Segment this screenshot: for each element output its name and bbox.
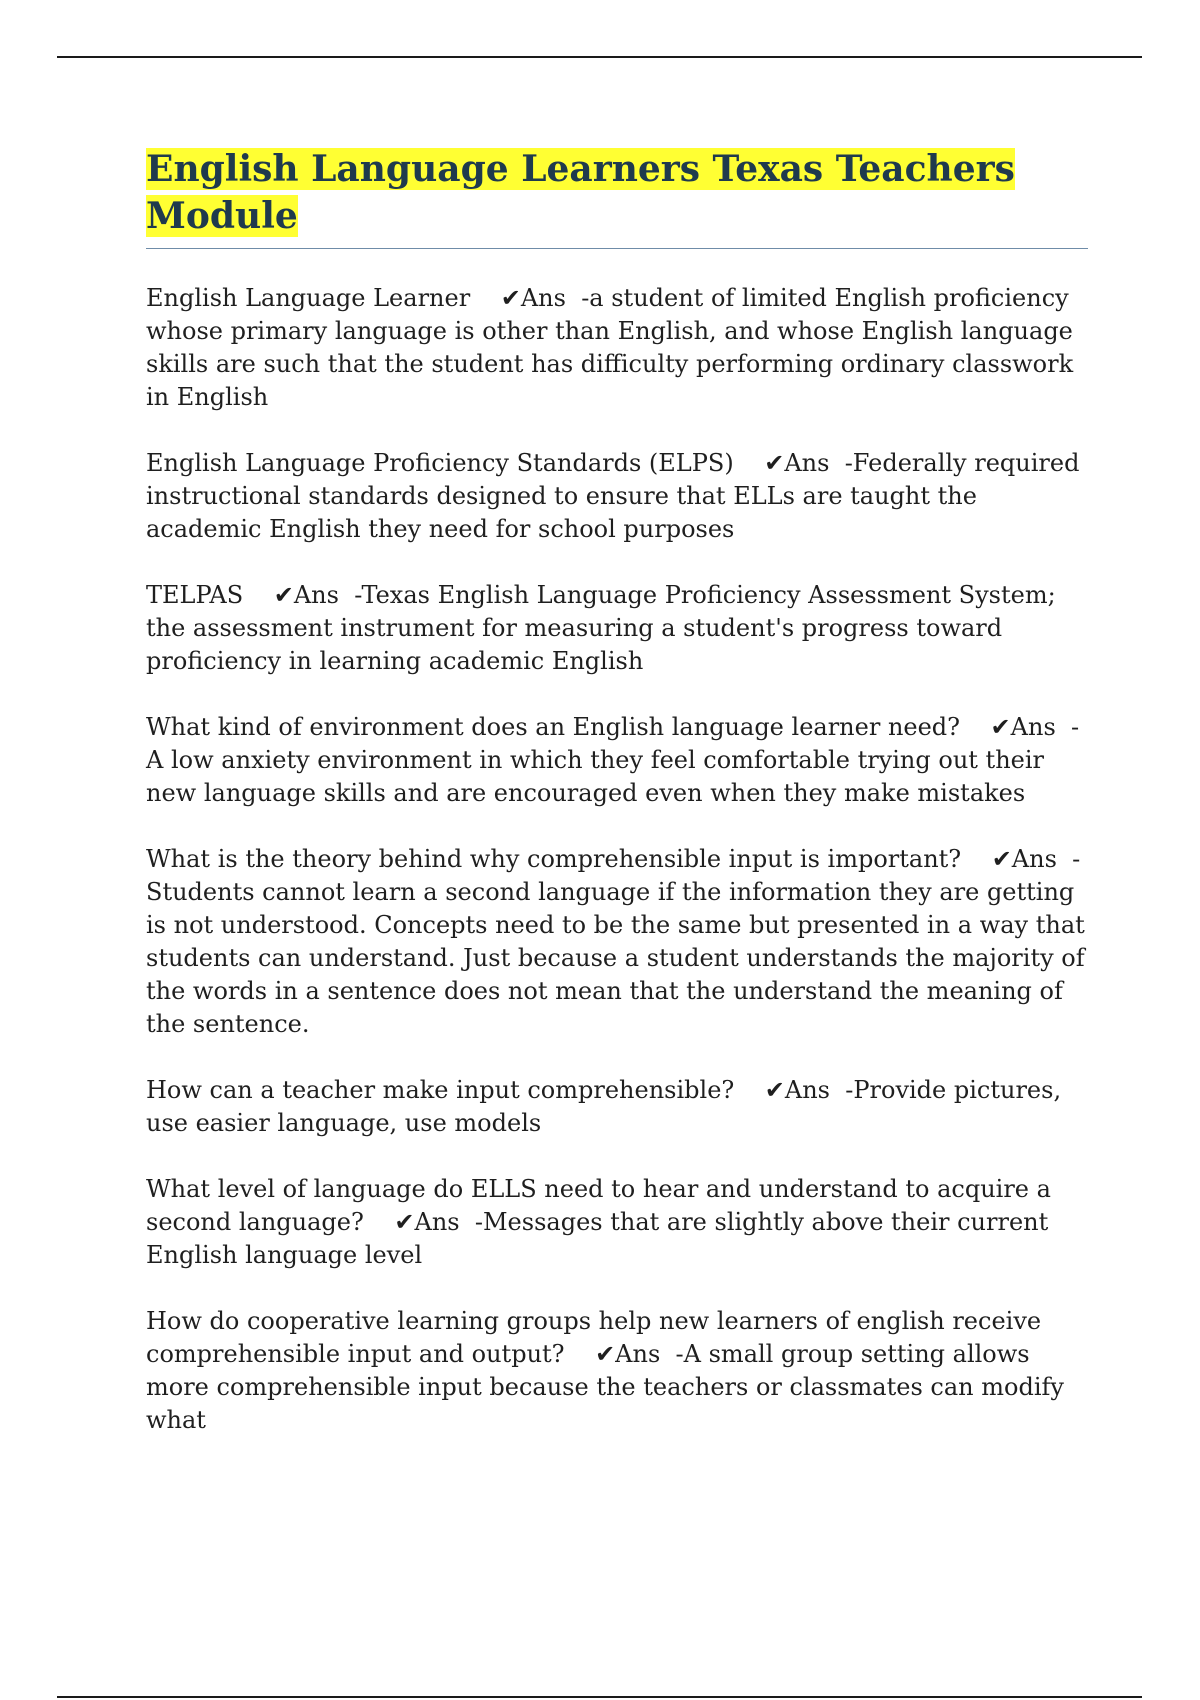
qa-question: English Language Learner [146, 284, 471, 312]
qa-entry [146, 1074, 1088, 1140]
qa-question: How can a teacher make input comprehensible? [146, 1076, 735, 1104]
qa-entry [146, 1173, 1088, 1272]
qa-answer: -A low anxiety environment in which they feel comfortable trying out their new language skills and are encouraged even when they make mistakes [146, 713, 1080, 807]
qa-entry [146, 579, 1088, 678]
answer-marker: ✔Ans [595, 1340, 661, 1368]
page-top-rule [57, 56, 1142, 58]
answer-marker: ✔Ans [764, 449, 830, 477]
qa-answer: -a student of limited English proficiency whose primary language is other than English, and whose English language skills are such that the student has difficulty performing ordinary classwork in English [146, 284, 1074, 411]
qa-answer: -Messages that are slightly above their current English language level [146, 1208, 1049, 1269]
qa-entry [146, 711, 1088, 810]
qa-answer: -Students cannot learn a second language if the information they are getting is not understood. Concepts need to be the same but presented in a way that students can understand. Just because a student understands the majority of the words in a sentence does not mean that the understand the meaning of the sentence. [146, 845, 1085, 1038]
document-title-text: English Language Learners Texas Teachers Module [146, 148, 1015, 237]
qa-answer: -Texas English Language Proficiency Assessment System; the assessment instrument for measuring a student's progress toward proficiency in learning academic English [146, 581, 1056, 675]
title-underline [146, 248, 1088, 249]
qa-entry [146, 447, 1088, 546]
qa-entry [146, 1305, 1088, 1437]
qa-answer: -A small group setting allows more comprehensible input because the teachers or classmates can modify what [146, 1340, 1064, 1434]
qa-question: TELPAS [146, 581, 244, 609]
document-title [146, 146, 1088, 240]
qa-list [146, 282, 1088, 1437]
qa-question: English Language Proficiency Standards (ELPS) [146, 449, 734, 477]
qa-question: What level of language do ELLS need to hear and understand to acquire a second language? [146, 1175, 1059, 1236]
answer-marker: ✔Ans [500, 284, 566, 312]
answer-marker: ✔Ans [764, 1076, 830, 1104]
qa-question: How do cooperative learning groups help new learners of english receive comprehensible input and output? [146, 1307, 1049, 1368]
qa-answer: -Provide pictures, use easier language, use models [146, 1076, 1062, 1137]
answer-marker: ✔Ans [273, 581, 339, 609]
page-bottom-rule [57, 1696, 1142, 1698]
qa-question: What is the theory behind why comprehensible input is important? [146, 845, 962, 873]
qa-entry [146, 282, 1088, 414]
answer-marker: ✔Ans [991, 845, 1057, 873]
qa-question: What kind of environment does an English language learner need? [146, 713, 961, 741]
answer-marker: ✔Ans [990, 713, 1056, 741]
document-body [146, 146, 1088, 1470]
answer-marker: ✔Ans [394, 1208, 460, 1236]
qa-answer: -Federally required instructional standards designed to ensure that ELLs are taught the academic English they need for school purposes [146, 449, 1080, 543]
qa-entry [146, 843, 1088, 1041]
